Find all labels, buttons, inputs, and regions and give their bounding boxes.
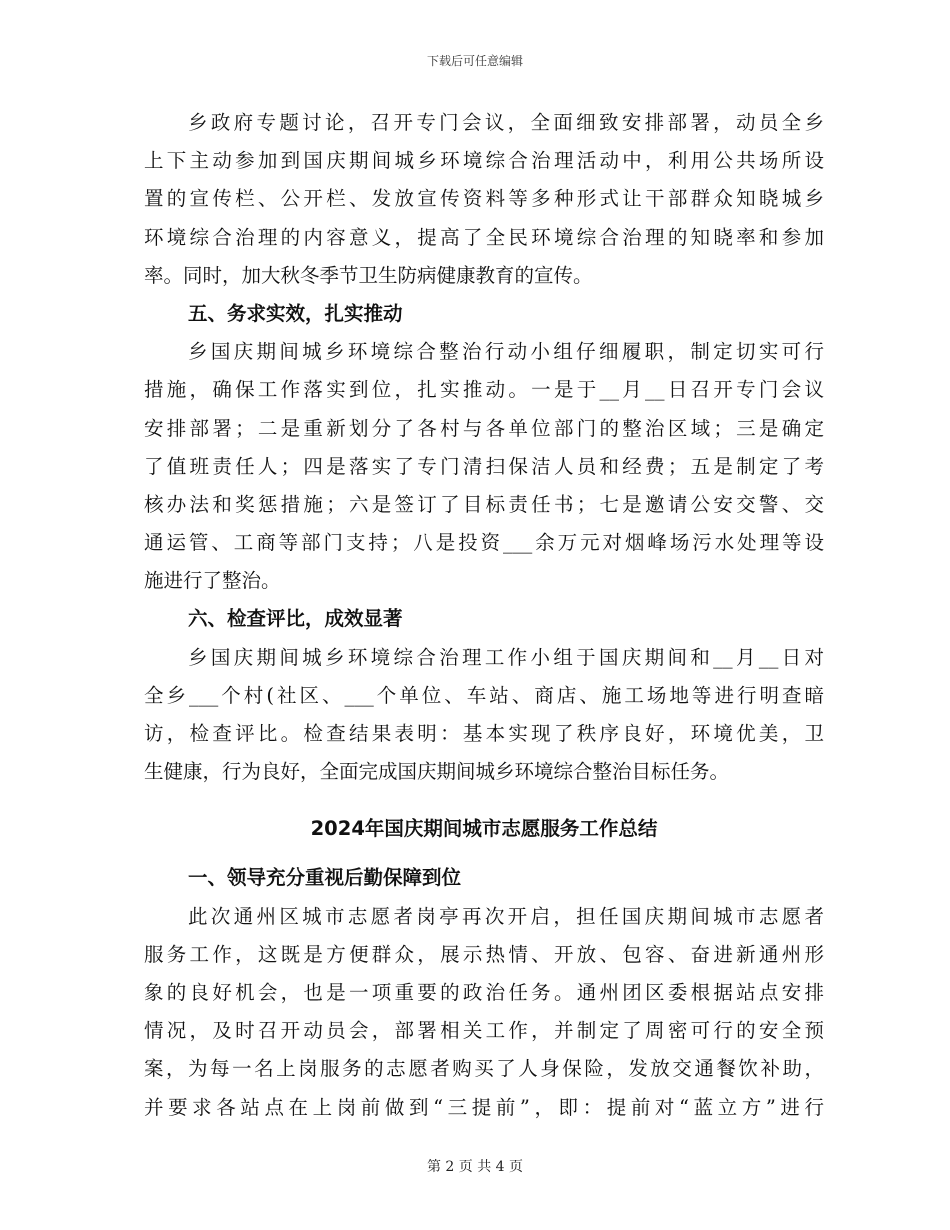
paragraph-line: 上下主动参加到国庆期间城乡环境综合治理活动中，利用公共场所设 <box>144 149 824 173</box>
paragraph-line: 环境综合治理的内容意义，提高了全民环境综合治理的知晓率和参加 <box>144 225 824 249</box>
paragraph-line: 措施，确保工作落实到位，扎实推动。一是于__月__日召开专门会议 <box>144 378 824 402</box>
paragraph-line: 服务工作，这既是方便群众，展示热情、开放、包容、奋进新通州形 <box>144 942 824 966</box>
paragraph-line: 施进行了整治。 <box>144 569 281 593</box>
paragraph-line: 乡政府专题讨论，召开专门会议，全面细致安排部署，动员全乡 <box>188 111 824 134</box>
paragraph-line: 安排部署；二是重新划分了各村与各单位部门的整治区域；三是确定 <box>144 416 824 440</box>
document-title: 2024年国庆期间城市志愿服务工作总结 <box>310 817 658 841</box>
paragraph-line: 全乡___个村(社区、___个单位、车站、商店、施工场地等进行明查暗 <box>144 683 824 707</box>
paragraph-line: 案，为每一名上岗服务的志愿者购买了人身保险，发放交通餐饮补助， <box>144 1057 824 1081</box>
section-heading-6: 六、检查评比，成效显著 <box>188 607 403 631</box>
paragraph-line: 并要求各站点在上岗前做到“三提前”，即：提前对“蓝立方”进行 <box>144 1095 824 1119</box>
section-heading-5: 五、务求实效，扎实推动 <box>188 301 403 325</box>
section-heading-1: 一、领导充分重视后勤保障到位 <box>188 866 462 890</box>
document-body <box>144 104 824 1127</box>
paragraph-line: 通运管、工商等部门支持；八是投资___余万元对烟峰场污水处理等设 <box>144 531 824 555</box>
paragraph-line: 生健康，行为良好，全面完成国庆期间城乡环境综合整治目标任务。 <box>144 760 730 784</box>
paragraph-line: 乡国庆期间城乡环境综合治理工作小组于国庆期间和__月__日对 <box>188 645 824 669</box>
paragraph-line: 此次通州区城市志愿者岗亭再次开启，担任国庆期间城市志愿者 <box>188 904 824 928</box>
paragraph-line: 置的宣传栏、公开栏、发放宣传资料等多种形式让干部群众知晓城乡 <box>144 187 824 211</box>
paragraph-line: 核办法和奖惩措施；六是签订了目标责任书；七是邀请公安交警、交 <box>144 492 824 516</box>
page-number-footer: 第 2 页 共 4 页 <box>426 1159 524 1175</box>
paragraph-line: 象的良好机会，也是一项重要的政治任务。通州团区委根据站点安排 <box>144 980 824 1004</box>
paragraph-line: 率。同时，加大秋冬季节卫生防病健康教育的宣传。 <box>144 263 593 287</box>
paragraph-line: 了值班责任人；四是落实了专门清扫保洁人员和经费；五是制定了考 <box>144 454 824 478</box>
paragraph-line: 情况，及时召开动员会，部署相关工作，并制定了周密可行的安全预 <box>144 1019 824 1043</box>
paragraph-line: 乡国庆期间城乡环境综合整治行动小组仔细履职，制定切实可行 <box>188 340 824 364</box>
paragraph-line: 访，检查评比。检查结果表明：基本实现了秩序良好，环境优美，卫 <box>144 722 824 745</box>
page-header-note: 下载后可任意编辑 <box>426 54 523 68</box>
